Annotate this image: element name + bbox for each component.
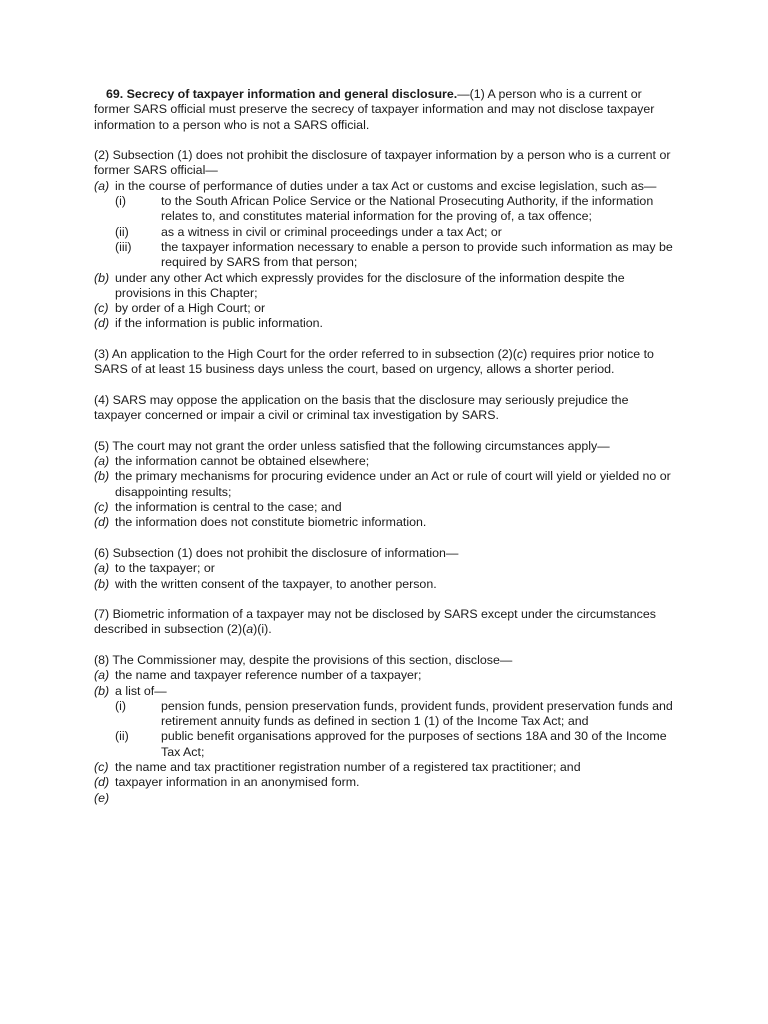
item-text: the name and tax practitioner registration number of a registered tax practitioner; and bbox=[115, 760, 581, 775]
item-label: (a) bbox=[94, 454, 110, 469]
item-label: (b) bbox=[94, 469, 110, 484]
item-text: with the written consent of the taxpayer, to another person. bbox=[115, 576, 437, 591]
section-intro-text: —(1) A person who is a current or former SARS official must preserve the secrecy of taxpayer information and may not disclose taxpayer information to a person who is not a SARS official. bbox=[94, 87, 655, 132]
subsection-2-d bbox=[94, 316, 679, 331]
item-label: (d) bbox=[94, 316, 110, 331]
item-text: the information cannot be obtained elsewhere; bbox=[115, 454, 370, 469]
subsection-5-d bbox=[94, 515, 679, 530]
subsection-2-a bbox=[94, 179, 679, 194]
subsection-8-b bbox=[94, 684, 679, 699]
item-text: a list of— bbox=[115, 683, 167, 698]
item-text: in the course of performance of duties under a tax Act or customs and excise legislation, such as— bbox=[115, 178, 657, 193]
item-label: (d) bbox=[94, 515, 110, 530]
subsection-8-d bbox=[94, 775, 679, 790]
subsection-2-lead: (2) Subsection (1) does not prohibit the disclosure of taxpayer information by a person who is a current or former SARS official— bbox=[94, 148, 671, 178]
subsection-6-a bbox=[94, 561, 679, 576]
item-text: taxpayer information in an anonymised form. bbox=[115, 775, 360, 790]
item-label: (i) bbox=[115, 698, 127, 713]
item-text: under any other Act which expressly provides for the disclosure of the information despite the provisions in this Chapter; bbox=[115, 270, 625, 300]
item-label: (a) bbox=[94, 668, 110, 683]
subsection-7-ital: a bbox=[246, 622, 254, 637]
item-label: (e) bbox=[94, 790, 110, 805]
document-body bbox=[94, 87, 679, 806]
subsection-2-c bbox=[94, 301, 679, 316]
item-label: (ii) bbox=[115, 224, 129, 239]
item-text bbox=[115, 791, 679, 806]
item-text: the taxpayer information necessary to enable a person to provide such information as may be required by SARS from that person; bbox=[161, 239, 673, 270]
subsection-6-lead: (6) Subsection (1) does not prohibit the disclosure of information— bbox=[94, 545, 459, 560]
subsection-8-a bbox=[94, 668, 679, 683]
item-text: to the South African Police Service or the National Prosecuting Authority, if the information relates to, and constitutes material information for the proving of, a tax offence; bbox=[161, 194, 654, 224]
item-label: (d) bbox=[94, 775, 110, 790]
item-label: (iii) bbox=[115, 239, 132, 254]
item-text: the primary mechanisms for procuring evidence under an Act or rule of court will yield or yielded no or disappointing results; bbox=[115, 469, 671, 499]
item-text: public benefit organisations approved for the purposes of sections 18A and 30 of the Income Tax Act; bbox=[161, 729, 667, 759]
item-label: (b) bbox=[94, 576, 110, 591]
item-label: (c) bbox=[94, 500, 109, 515]
item-text: the information does not constitute biometric information. bbox=[115, 515, 427, 530]
subsection-3-pre: (3) An application to the High Court for the order referred to in subsection (2)( bbox=[94, 347, 517, 362]
item-text: by order of a High Court; or bbox=[115, 301, 266, 316]
subsection-5-lead: (5) The court may not grant the order unless satisfied that the following circumstances apply— bbox=[94, 438, 610, 453]
item-text: to the taxpayer; or bbox=[115, 561, 215, 576]
subsection-8-b-ii bbox=[94, 729, 679, 760]
subsection-3 bbox=[94, 347, 679, 378]
item-label: (b) bbox=[94, 683, 110, 698]
subsection-7-post: )(i). bbox=[253, 622, 272, 637]
section-69-intro bbox=[94, 87, 679, 133]
subsection-2-b bbox=[94, 271, 679, 302]
subsection-6-b bbox=[94, 577, 679, 592]
subsection-3-post: ) requires prior notice to SARS of at least 15 business days unless the court, based on urgency, allows a shorter period. bbox=[94, 347, 654, 377]
item-label: (c) bbox=[94, 760, 109, 775]
item-label: (a) bbox=[94, 178, 110, 193]
item-text: the name and taxpayer reference number of a taxpayer; bbox=[115, 668, 422, 683]
item-text: the information is central to the case; and bbox=[115, 500, 342, 515]
item-text: as a witness in civil or criminal proceedings under a tax Act; or bbox=[161, 224, 502, 239]
item-label: (c) bbox=[94, 301, 109, 316]
subsection-8-e bbox=[94, 791, 679, 806]
subsection-5-b bbox=[94, 469, 679, 500]
item-text: if the information is public information. bbox=[115, 316, 323, 331]
subsection-7 bbox=[94, 607, 679, 638]
section-heading: 69. Secrecy of taxpayer information and general disclosure. bbox=[106, 87, 458, 101]
subsection-8-b-i bbox=[94, 699, 679, 730]
subsection-2-a-i bbox=[94, 194, 679, 225]
item-label: (a) bbox=[94, 561, 110, 576]
subsection-5-c bbox=[94, 500, 679, 515]
subsection-7-pre: (7) Biometric information of a taxpayer may not be disclosed by SARS except under the circumstances described in subsection (2)( bbox=[94, 607, 656, 637]
subsection-8-c bbox=[94, 760, 679, 775]
item-label: (b) bbox=[94, 270, 110, 285]
item-label: (ii) bbox=[115, 729, 129, 744]
subsection-5-a bbox=[94, 454, 679, 469]
item-label: (i) bbox=[115, 194, 127, 209]
item-text: pension funds, pension preservation funds, provident funds, provident preservation funds and retirement annuity funds as defined in section 1 (1) of the Income Tax Act; and bbox=[161, 698, 673, 729]
subsection-4: (4) SARS may oppose the application on the basis that the disclosure may seriously prejudice the taxpayer concerned or impair a civil or criminal tax investigation by SARS. bbox=[94, 392, 629, 423]
subsection-8-lead: (8) The Commissioner may, despite the provisions of this section, disclose— bbox=[94, 652, 513, 667]
subsection-3-ital: c bbox=[516, 347, 524, 362]
subsection-2-a-ii bbox=[94, 225, 679, 240]
subsection-2-a-iii bbox=[94, 240, 679, 271]
